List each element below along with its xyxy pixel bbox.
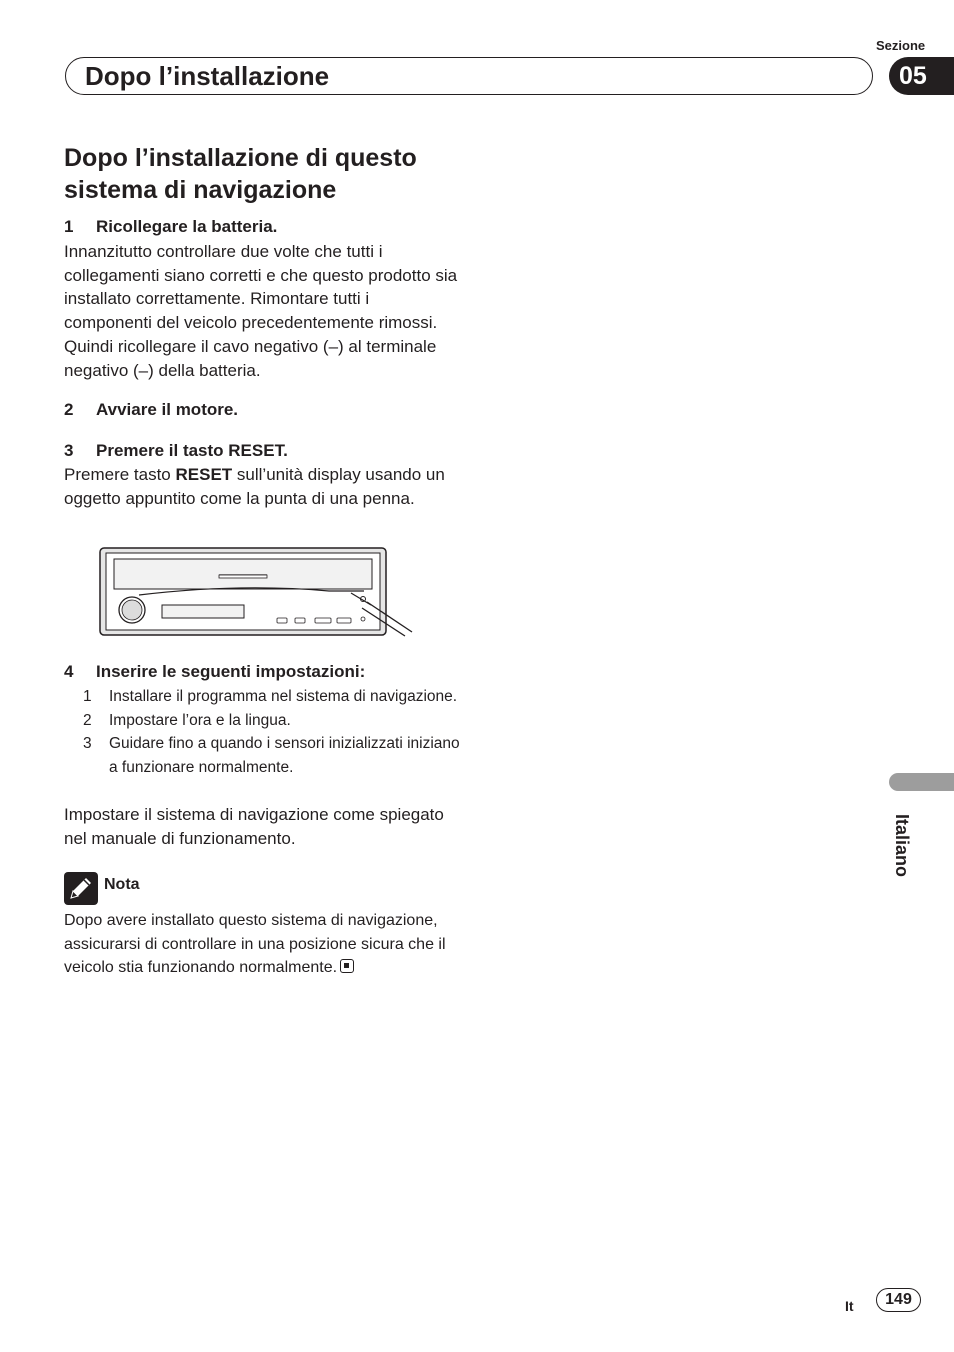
- note-body: Dopo avere installato questo sistema di navigazione, assicurarsi di controllare in una posizione sicura che il veicolo stia funzionando normalmente.: [64, 912, 446, 977]
- step-2-title: [64, 398, 238, 422]
- note-label: Nota: [104, 876, 140, 893]
- section-header-title: Dopo l’installazione: [85, 61, 330, 91]
- step-3-body-post: sull’unità display usando un oggetto appuntito come la punta di una penna.: [64, 465, 445, 508]
- step-label: Ricollegare la batteria.: [96, 217, 278, 236]
- page-title: Dopo l’installazione di questo sistema di navigazione: [64, 144, 417, 204]
- language-tab: [889, 773, 954, 791]
- step-4-after: Impostare il sistema di navigazione come spiegato nel manuale di funzionamento.: [64, 805, 444, 848]
- language-code: It: [845, 1298, 854, 1314]
- list-item-text: Guidare fino a quando i sensori inizializzati iniziano a funzionare normalmente.: [109, 735, 460, 776]
- unit-button: [337, 618, 351, 623]
- page-number: 149: [876, 1288, 921, 1312]
- step-1-title: [64, 215, 277, 239]
- end-of-section-icon: [340, 959, 354, 973]
- unit-lcd-window: [162, 605, 244, 618]
- reset-key-name: RESET: [175, 465, 233, 484]
- settings-sub-list: [64, 685, 464, 779]
- section-label: Sezione: [876, 38, 926, 53]
- list-item-number: 3: [83, 735, 92, 753]
- pencil-note-icon: [64, 872, 98, 905]
- step-3-body: [64, 463, 459, 510]
- step-label: Inserire le seguenti impostazioni:: [96, 662, 366, 681]
- step-number: 1: [64, 217, 74, 236]
- step-number: 2: [64, 400, 74, 419]
- list-item: [64, 685, 464, 709]
- step-label: Premere il tasto RESET.: [96, 441, 288, 460]
- unit-button: [277, 618, 287, 623]
- unit-volume-knob-inner: [122, 600, 142, 620]
- language-tab-label: Italiano: [892, 813, 913, 878]
- unit-button: [315, 618, 331, 623]
- list-item-number: 2: [83, 711, 92, 729]
- unit-display-slot-inner: [219, 575, 267, 578]
- step-4-title: [64, 660, 365, 684]
- note-text: [64, 909, 459, 980]
- list-item-text: Installare il programma nel sistema di navigazione.: [109, 688, 458, 705]
- step-number: 4: [64, 662, 74, 681]
- section-number-badge: [889, 57, 954, 95]
- step-label: Avviare il motore.: [96, 400, 239, 419]
- list-item: [64, 732, 464, 779]
- step-3-title: [64, 439, 288, 463]
- section-number: 05: [899, 61, 927, 90]
- head-unit-reset-illustration: [99, 547, 417, 637]
- list-item-number: 1: [83, 688, 92, 705]
- step-3-body-pre: Premere tasto: [64, 465, 176, 484]
- step-number: 3: [64, 441, 74, 460]
- unit-indicator: [361, 617, 365, 621]
- list-item-text: Impostare l’ora e la lingua.: [109, 711, 291, 729]
- unit-display-panel: [114, 559, 372, 589]
- step-1-body: Innanzitutto controllare due volte che tutti i collegamenti siano corretti e che questo prodotto sia installato correttamente. Rimontare tutti i componenti del veicolo precedentemente rimossi. Quindi ricollegare il cavo negativo (–) al terminale negativo (–) della batteria.: [64, 242, 458, 380]
- unit-button: [295, 618, 305, 623]
- list-item: [64, 709, 464, 733]
